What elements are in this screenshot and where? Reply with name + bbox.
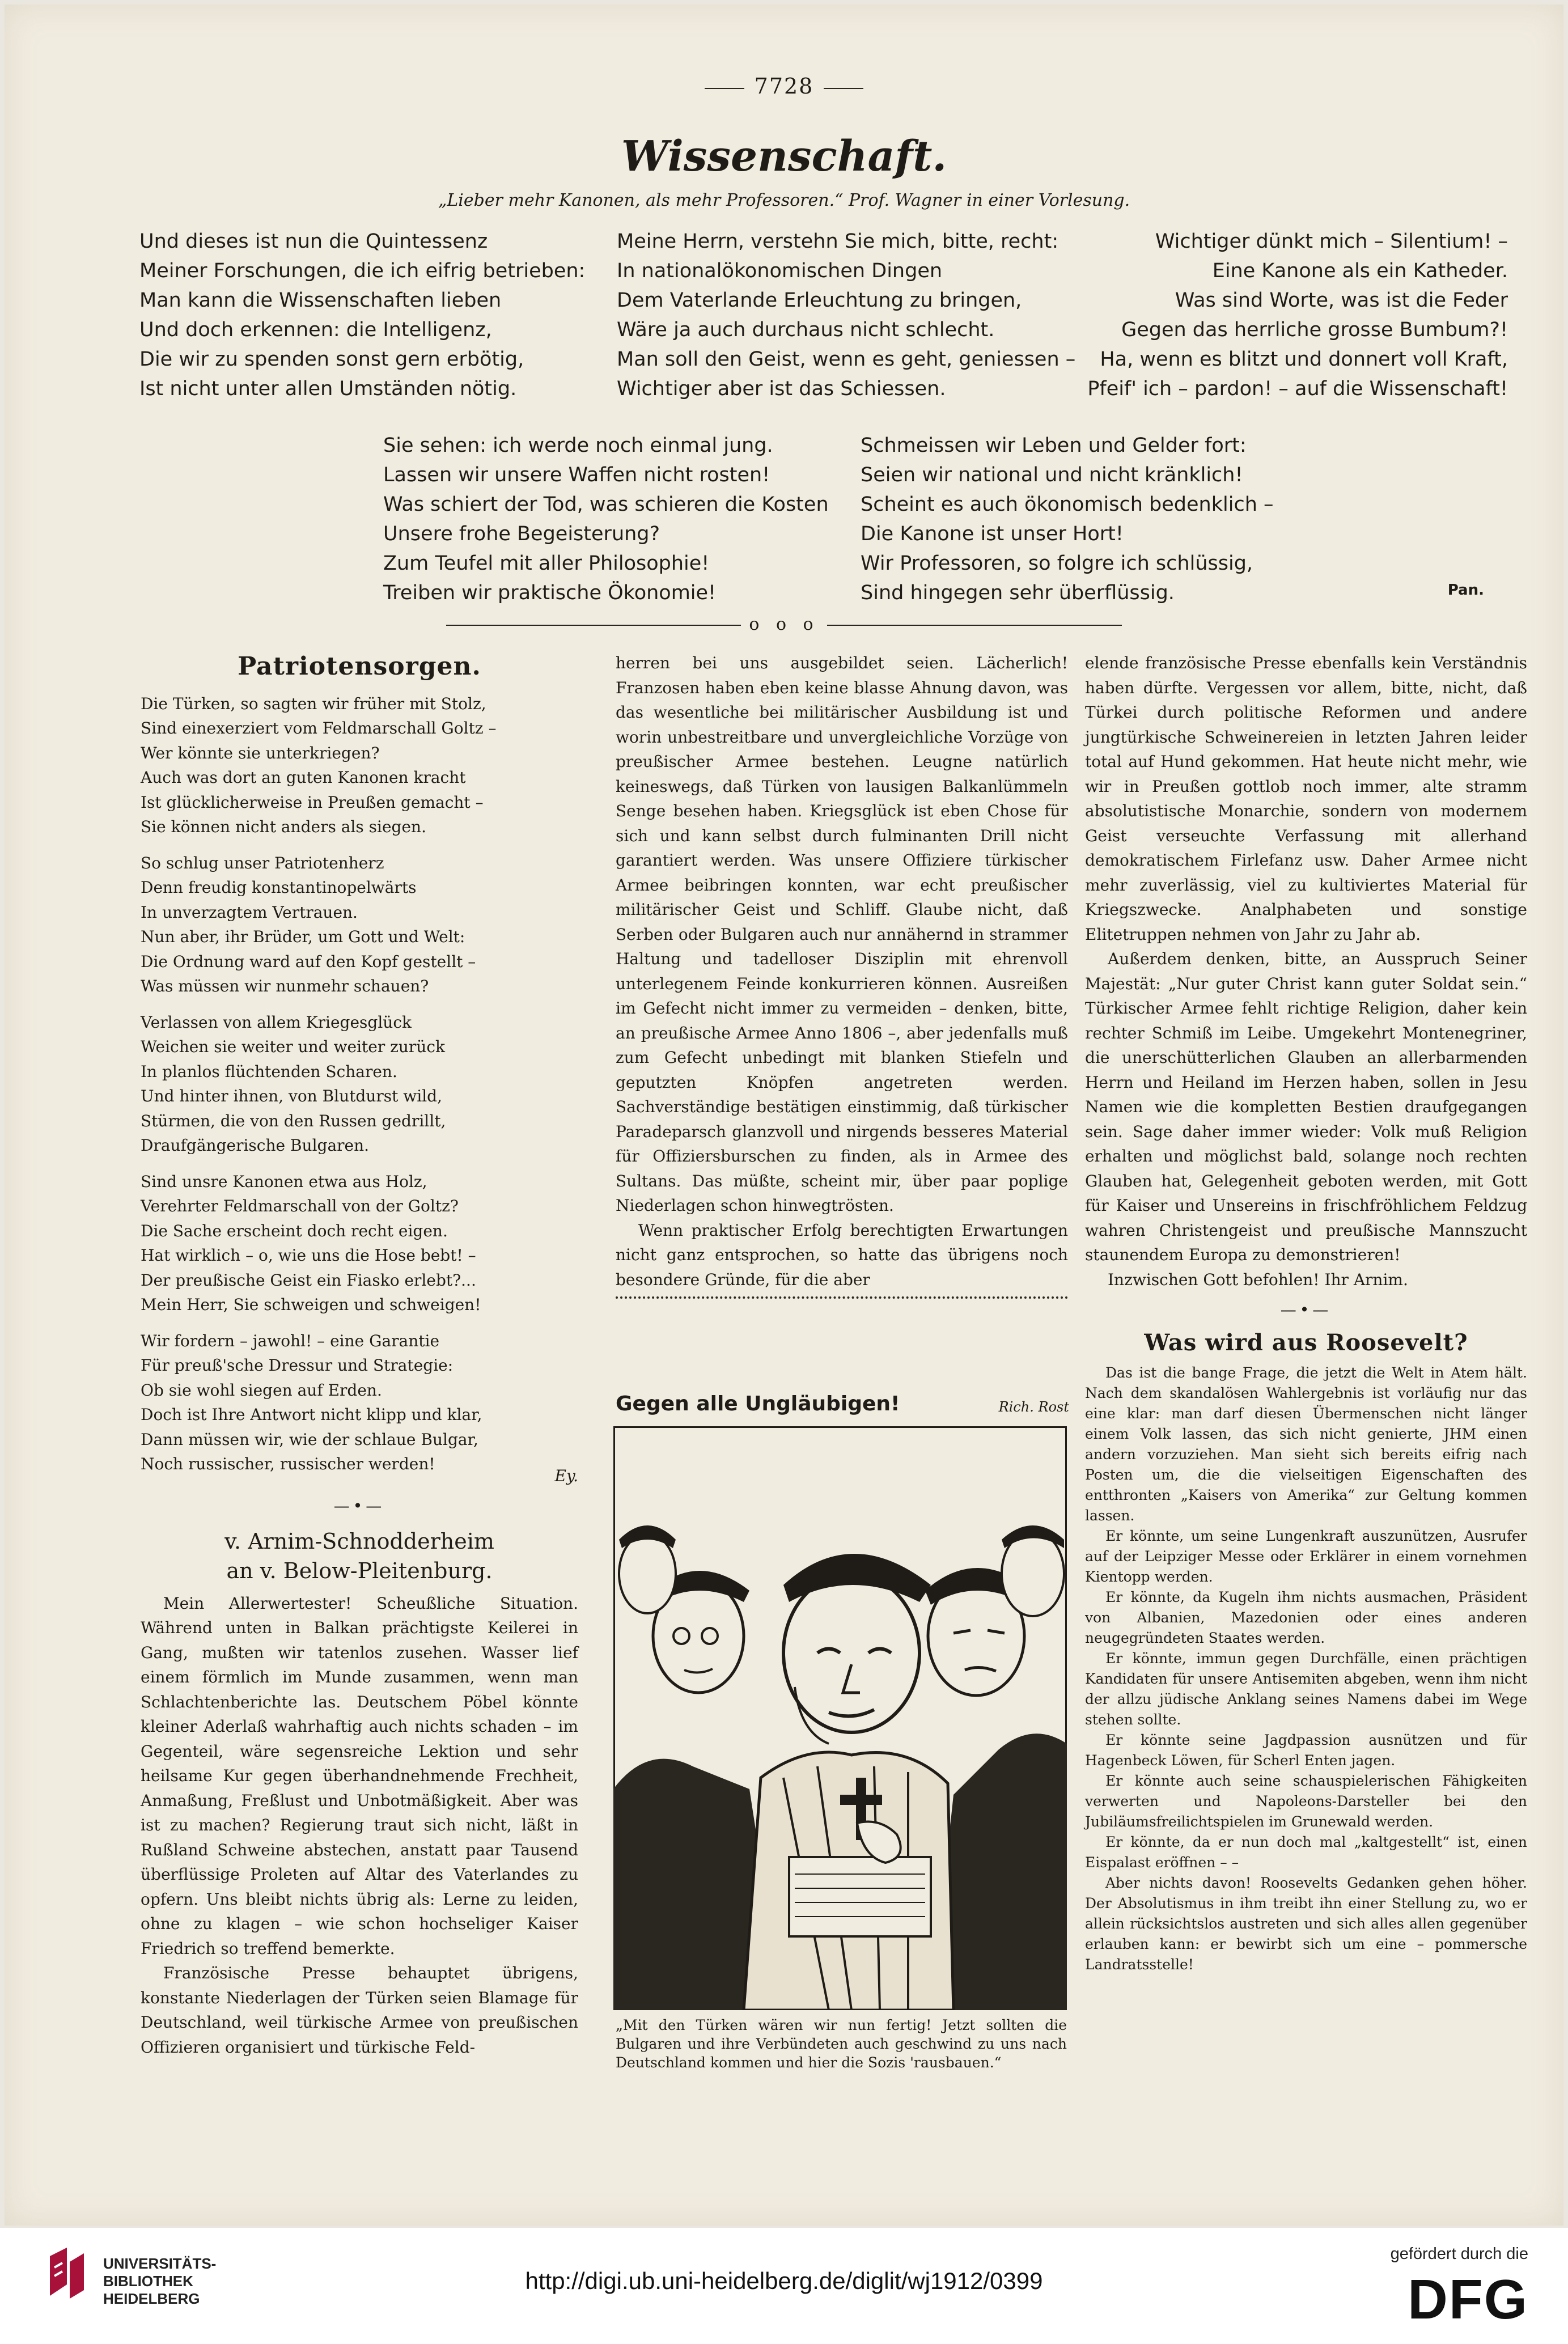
- cartoon-artist: Rich. Rost: [998, 1399, 1069, 1415]
- poem-line: Meiner Forschungen, die ich eifrig betrieben:: [139, 260, 586, 282]
- dfg-logo: DFG: [1408, 2268, 1528, 2330]
- poem-line: Was schiert der Tod, was schieren die Kosten: [383, 493, 829, 516]
- poem-column-5: [861, 431, 1274, 608]
- verse-line: Auch was dort an guten Kanonen kracht: [141, 768, 466, 787]
- verse-line: Und hinter ihnen, von Blutdurst wild,: [141, 1087, 442, 1105]
- verse-line: Die Türken, so sagten wir früher mit Stolz,: [141, 694, 486, 713]
- stanza-gap: [141, 999, 578, 1010]
- cartoon-header: [616, 1392, 1069, 1415]
- poem-line: Wichtiger aber ist das Schiessen.: [617, 378, 946, 400]
- poem-line: Man soll den Geist, wenn es geht, geniessen –: [617, 348, 1076, 371]
- letter-continuation-right: elende französische Presse ebenfalls kein Verständnis haben dürfte. Vergessen vor allem, bitte, nicht, daß Türkei durch politische Reformen und andere jungtürkische Schweinereien in letzten Jahren leider total auf Hund gekommen. Hat heute nicht mehr, wie wir in Preußen gottlob noch immer, alte stramm absolutistische Monarchie, sondern von modernem Geist verseuchte Verfassung mit allerhand demokratischem Firlefanz usw. Daher Armee nicht mehr zuverlässig, viel zu kultiviertes Material für Kriegszwecke. Analphabeten und sonstige Elitetruppen nehmen von Jahr zu Jahr ab.: [1085, 654, 1527, 944]
- poem-signature-ey: Ey.: [554, 1466, 578, 1485]
- wavy-divider: [616, 1296, 1068, 1307]
- poem-column-3: [1087, 227, 1508, 404]
- verse-line: Stürmen, die von den Russen gedrillt,: [141, 1111, 446, 1130]
- poem-line: Seien wir national und nicht kränklich!: [861, 464, 1243, 486]
- poem-line: Die Kanone ist unser Hort!: [861, 523, 1124, 545]
- poem-line: In nationalökonomischen Dingen: [617, 260, 943, 282]
- roosevelt-paragraph: Er könnte, da er nun doch mal „kaltgestellt“ ist, einen Eispalast eröffnen – –: [1085, 1834, 1527, 1871]
- stanza-gap: [141, 1317, 578, 1329]
- poem-line: Lassen wir unsere Waffen nicht rosten!: [383, 464, 770, 486]
- verse-line: Hat wirklich – o, wie uns die Hose bebt! –: [141, 1246, 476, 1265]
- verse-line: Was müssen wir nunmehr schauen?: [141, 977, 429, 995]
- poem-line: Und doch erkennen: die Intelligenz,: [139, 319, 492, 341]
- poem-line: Ha, wenn es blitzt und donnert voll Kraft,: [1100, 348, 1508, 371]
- poem-line: Gegen das herrliche grosse Bumbum?!: [1121, 319, 1508, 341]
- verse-line: Nun aber, ihr Brüder, um Gott und Welt:: [141, 927, 465, 946]
- middle-column: [616, 651, 1068, 1311]
- digitization-footer: [0, 2228, 1568, 2344]
- poem-line: Wir Professoren, so folgre ich schlüssig,: [861, 552, 1253, 575]
- journal-page: [5, 5, 1563, 2226]
- section-divider: [5, 614, 1563, 634]
- poem-line: Meine Herrn, verstehn Sie mich, bitte, recht:: [617, 230, 1059, 253]
- roosevelt-paragraph: Er könnte seine Jagdpassion ausnützen und für Hagenbeck Löwen, für Scherl Enten jagen.: [1085, 1732, 1527, 1769]
- patriotensorgen-heading: Patriotensorgen.: [238, 652, 481, 681]
- ornament-rule-right: [824, 88, 863, 89]
- page-number-row: [5, 74, 1563, 99]
- ornament-rule-left: [705, 88, 744, 89]
- poem-line: Scheint es auch ökonomisch bedenklich –: [861, 493, 1274, 516]
- library-line-3: HEIDELBERG: [103, 2290, 200, 2307]
- poem-line: Man kann die Wissenschaften lieben: [139, 289, 502, 312]
- patriotensorgen-poem: [141, 692, 578, 1488]
- poem-line: Unsere frohe Begeisterung?: [383, 523, 660, 545]
- verse-line: Die Sache erscheint doch recht eigen.: [141, 1221, 448, 1240]
- right-column: [1085, 651, 1527, 1975]
- letter-paragraph-1: Mein Allerwertester! Scheußliche Situation. Während unten in Balkan prächtigste Keilerei in Gang, mußten wir tatenlos zusehen. Wasser lief einem förmlich im Munde zusammen, wenn man Schlachtenberichte las. Deutschem Pöbel könnte kleiner Aderlaß wahrhaftig auch nichts schaden – im Gegenteil, wäre segensreiche Lektion und sehr heilsame Kur gegen überhandnehmende Frechheit, Anmaßung, Freßlust und Unbotmäßigkeit. Aber was ist zu machen? Regierung traut sich nicht, läßt in Rußland Schweine abstechen, anstatt paar Tausend überflüssige Proleten auf Altar des Vaterlandes zu opfern. Uns bleibt nichts übrig als: Lerne zu leiden, ohne zu klagen – wie schon hochseliger Kaiser Friedrich so treffend bemerkte.: [141, 1593, 578, 1958]
- library-line-1: UNIVERSITÄTS-: [103, 2255, 217, 2272]
- divider-line-left: [446, 625, 741, 626]
- poem-line: Dem Vaterlande Erleuchtung zu bringen,: [617, 289, 1022, 312]
- poem-signature: Pan.: [1447, 582, 1484, 599]
- poem-column-1: [139, 227, 585, 404]
- poem-line: Zum Teufel mit aller Philosophie!: [383, 552, 710, 575]
- letter-paragraph-2: Französische Presse behauptet übrigens, konstante Niederlagen der Türken seien Blamage für Deutschland, weil türkische Armee von preußischen Offizieren organisiert und türkische Feld-: [141, 1964, 578, 2057]
- poem-line: Was sind Worte, was ist die Feder: [1175, 289, 1508, 312]
- letter-paragraph-3: Wenn praktischer Erfolg berechtigten Erwartungen nicht ganz entsprochen, so hatte das übrigens noch besondere Gründe, für die aber: [616, 1220, 1068, 1289]
- stanza-gap: [141, 1158, 578, 1169]
- verse-line: Die Ordnung ward auf den Kopf gestellt –: [141, 952, 476, 971]
- article-title: Wissenschaft.: [621, 132, 947, 181]
- verse-line: Sie können nicht anders als siegen.: [141, 817, 426, 836]
- verse-line: In unverzagtem Vertrauen.: [141, 902, 358, 922]
- page-number: 7728: [754, 74, 814, 99]
- poem-column-4: [383, 431, 829, 608]
- left-column: [141, 651, 578, 2059]
- verse-line: Für preuß'sche Dressur und Strategie:: [141, 1356, 454, 1375]
- poem-line: Sie sehen: ich werde noch einmal jung.: [383, 434, 773, 457]
- roosevelt-paragraph: Das ist die bange Frage, die jetzt die Welt in Atem hält. Nach dem skandalösen Wahlergebnis ist vorläufig nur das eine klar: man darf diesen Übermenschen nicht länger einem Volk lassen, das sich nicht genierte, JHM einen andern vorzuziehen. Man sieht sich bereits eifrig nach Posten um, die die vielseitigen Eigenschaften des entthronten „Kaisers von Amerika“ zur Geltung kommen lassen.: [1085, 1364, 1527, 1524]
- verse-line: Ist glücklicherweise in Preußen gemacht –: [141, 792, 484, 812]
- roosevelt-paragraph: Aber nichts davon! Roosevelts Gedanken gehen höher. Der Absolutismus in ihm treibt ihn einer Stellung zu, wo er allein rücksichtslos austreten und sich alles allen gegenüber erlauben kann: er bewirbt sich um eine – pommersche Landratsstelle!: [1085, 1875, 1527, 1973]
- verse-line: Draufgängerische Bulgaren.: [141, 1136, 370, 1155]
- letter-paragraph-4: Außerdem denken, bitte, an Ausspruch Seiner Majestät: „Nur guter Christ kann guter Soldat sein.“ Türkischer Armee fehlt richtige Religion, daher kein rechter Schmiß im Leibe. Umgekehrt Montenegriner, die unerschütterlichen Glauben an allerbarmenden Herrn und Heiland im Herzen haben, sollen in Jesu Namen wie die kompletten Bestien draufgegangen sein. Sage daher immer wieder: Volk muß Religion erhalten und möglichst bald, solange noch rechten Glauben hat, Gelegenheit geboten werden, mit Gott für Kaiser und Unsereins in frischfröhlichem Feldzug wahren Christengeist und preußische Mannszucht staunendem Europa zu demonstrieren!: [1085, 950, 1527, 1264]
- letter-closing: Inzwischen Gott befohlen! Ihr Arnim.: [1108, 1270, 1408, 1289]
- stanza-gap: [141, 840, 578, 851]
- roosevelt-heading: Was wird aus Roosevelt?: [1144, 1329, 1468, 1356]
- letter-continuation: herren bei uns ausgebildet seien. Lächerlich! Franzosen haben eben keine blasse Ahnung davon, was das wesentliche bei militärischer Ausbildung ist und worin unbestreitbare und unvergleichliche Vorzüge von preußischer Armee bestehen. Leugne natürlich keineswegs, daß Türken von lausigen Balkanlümmeln Senge besehen haben. Kriegsglück ist eben Chose für sich und kann selbst durch fulminanten Drill nicht garantiert werden. Was unsere Offiziere türkischer Armee beibringen konnten, war echt preußischer militärischer Geist und Schliff. Glaube nicht, daß Serben oder Bulgaren auch nur annähernd in strammer Haltung und tadelloser Disziplin mit ehrenvoll unterlegenem Feinde konkurrieren können. Ausreißen im Gefecht nicht immer zu vermeiden – denken, bitte, an preußische Armee Anno 1806 –, aber jedenfalls muß zum Gefecht unbedingt mit blanken Stiefeln und geputzten Knöpfen angetreten werden. Sachverständige bestätigen einstimmig, daß türkischer Paradeparsch glanzvoll und nirgends besseres Material für Offiziersburschen zu finden, als in Armee des Sultans. Das müßte, scheint mir, über paar poplige Niederlagen schon hinwegtrösten.: [616, 654, 1068, 1215]
- verse-line: Weichen sie weiter und weiter zurück: [141, 1037, 445, 1056]
- verse-line: Sind einexerziert vom Feldmarschall Goltz –: [141, 719, 497, 737]
- poem-line: Wäre ja auch durchaus nicht schlecht.: [617, 319, 995, 341]
- verse-line: Noch russischer, russischer werden!: [141, 1455, 435, 1473]
- letter-heading-1: v. Arnim-Schnodderheim: [224, 1528, 494, 1554]
- verse-line: In planlos flüchtenden Scharen.: [141, 1062, 397, 1081]
- verse-line: Wer könnte sie unterkriegen?: [141, 743, 380, 762]
- poem-line: Wichtiger dünkt mich – Silentium! –: [1155, 230, 1508, 253]
- verse-line: Ob sie wohl siegen auf Erden.: [141, 1380, 382, 1400]
- poem-line: Eine Kanone als ein Katheder.: [1212, 260, 1508, 282]
- cartoon-caption: „Mit den Türken wären wir nun fertig! Jetzt sollten die Bulgaren und ihre Verbündeten auch geschwind zu uns nach Deutschland kommen und hier die Sozis 'rausbauen.“: [616, 2017, 1067, 2071]
- epigraph: „Lieber mehr Kanonen, als mehr Professoren.“ Prof. Wagner in einer Vorlesung.: [438, 190, 1130, 210]
- letter-heading-2: an v. Below-Pleitenburg.: [226, 1558, 493, 1583]
- funding-label: gefördert durch die: [1390, 2245, 1528, 2263]
- source-url-link[interactable]: http://digi.ub.uni-heidelberg.de/diglit/wj1912/0399: [525, 2267, 1043, 2294]
- verse-line: So schlug unser Patriotenherz: [141, 853, 384, 872]
- verse-line: Mein Herr, Sie schweigen und schweigen!: [141, 1295, 481, 1314]
- small-ornament-right: —•—: [1280, 1300, 1332, 1319]
- poem-line: Und dieses ist nun die Quintessenz: [139, 230, 488, 253]
- roosevelt-paragraph: Er könnte, da Kugeln ihm nichts ausmachen, Präsident von Albanien, Mazedonien oder eines anderen neugegründeten Staates werden.: [1085, 1589, 1527, 1646]
- roosevelt-article: [1085, 1363, 1527, 1975]
- poem-line: Sind hingegen sehr überflüssig.: [861, 582, 1175, 604]
- roosevelt-paragraph: Er könnte, um seine Lungenkraft auszunützen, Ausrufer auf der Leipziger Messe oder Erklärer in einem vornehmen Kientopp werden.: [1085, 1528, 1527, 1585]
- verse-line: Der preußische Geist ein Fiasko erlebt?...: [141, 1270, 476, 1290]
- verse-line: Verehrter Feldmarschall von der Goltz?: [141, 1197, 459, 1215]
- poem-line: Treiben wir praktische Ökonomie!: [383, 582, 717, 604]
- divider-line-right: [827, 625, 1122, 626]
- verse-line: Dann müssen wir, wie der schlaue Bulgar,: [141, 1430, 478, 1449]
- poem-line: Die wir zu spenden sonst gern erbötig,: [139, 348, 524, 371]
- poem-line: Schmeissen wir Leben und Gelder fort:: [861, 434, 1247, 457]
- divider-circles: o o o: [749, 614, 819, 634]
- verse-line: Verlassen von allem Kriegesglück: [141, 1012, 412, 1032]
- cartoon-illustration: [613, 1426, 1067, 2010]
- roosevelt-paragraph: Er könnte, immun gegen Durchfälle, einen prächtigen Kandidaten für unsere Antisemiten abgeben, wenn ihm nicht der allzu jüdische Anklang seines Namens dabei im Wege stehen sollte.: [1085, 1650, 1527, 1728]
- cartoon-title: Gegen alle Ungläubigen!: [616, 1392, 900, 1415]
- verse-line: Wir fordern – jawohl! – eine Garantie: [141, 1331, 440, 1350]
- poem-line: Pfeif' ich – pardon! – auf die Wissenschaft!: [1087, 378, 1508, 400]
- verse-line: Doch ist Ihre Antwort nicht klipp und klar,: [141, 1405, 482, 1424]
- roosevelt-paragraph: Er könnte auch seine schauspielerischen Fähigkeiten verwerten und Napoleons-Darsteller bei den Jubiläumsfreilichtspielen im Grunewald werden.: [1085, 1773, 1527, 1830]
- verse-line: Denn freudig konstantinopelwärts: [141, 878, 417, 897]
- small-ornament: —•—: [333, 1497, 385, 1515]
- poem-column-2: [617, 227, 1075, 404]
- library-line-2: BIBLIOTHEK: [103, 2273, 193, 2290]
- poem-line: Ist nicht unter allen Umständen nötig.: [139, 378, 517, 400]
- verse-line: Sind unsre Kanonen etwa aus Holz,: [141, 1172, 427, 1191]
